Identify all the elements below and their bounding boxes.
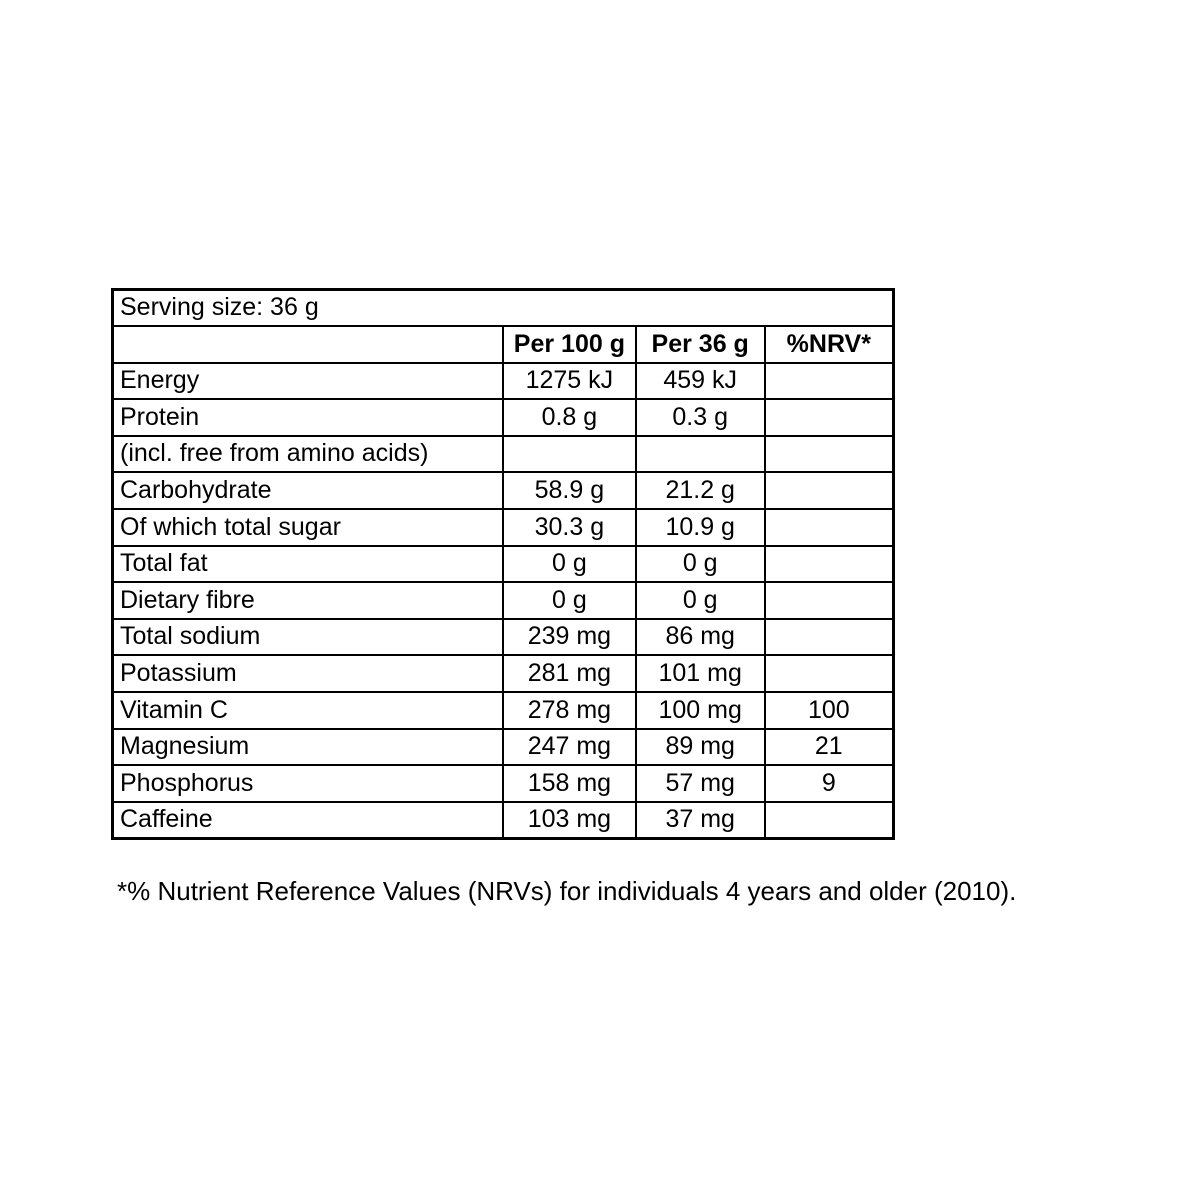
value-nrv [765,802,894,839]
value-per100g: 30.3 g [503,509,636,546]
row-label: (incl. free from amino acids) [113,436,504,473]
column-header-row [113,326,894,363]
value-nrv [765,399,894,436]
table-row-total-sugar [113,509,894,546]
value-per100g: 281 mg [503,655,636,692]
value-per100g: 158 mg [503,765,636,802]
value-per36g: 10.9 g [636,509,765,546]
value-nrv [765,363,894,400]
col-header-per-36g: Per 36 g [636,326,765,363]
value-per100g: 278 mg [503,692,636,729]
value-per100g: 58.9 g [503,472,636,509]
value-per100g [503,436,636,473]
value-per100g: 0.8 g [503,399,636,436]
value-per36g: 100 mg [636,692,765,729]
table-row-amino-acids-note [113,436,894,473]
value-per100g: 1275 kJ [503,363,636,400]
value-per100g: 239 mg [503,619,636,656]
value-per36g: 0 g [636,546,765,583]
row-label: Vitamin C [113,692,504,729]
value-nrv [765,582,894,619]
value-per100g: 103 mg [503,802,636,839]
table-row-potassium [113,655,894,692]
col-header-blank [113,326,504,363]
table-row-total-fat [113,546,894,583]
value-per36g: 101 mg [636,655,765,692]
row-label: Potassium [113,655,504,692]
value-per100g: 0 g [503,546,636,583]
row-label: Caffeine [113,802,504,839]
value-per36g [636,436,765,473]
row-label: Protein [113,399,504,436]
table-row-carbohydrate [113,472,894,509]
value-per36g: 86 mg [636,619,765,656]
value-nrv: 100 [765,692,894,729]
value-per36g: 57 mg [636,765,765,802]
row-label: Total sodium [113,619,504,656]
value-nrv [765,509,894,546]
table-row-caffeine [113,802,894,839]
value-per36g: 21.2 g [636,472,765,509]
table-row-phosphorus [113,765,894,802]
serving-size-text: Serving size: 36 g [113,290,894,327]
row-label: Magnesium [113,729,504,766]
row-label: Energy [113,363,504,400]
table-row-magnesium [113,729,894,766]
col-header-per-100g: Per 100 g [503,326,636,363]
table-row-energy [113,363,894,400]
value-nrv [765,619,894,656]
value-per100g: 247 mg [503,729,636,766]
value-nrv: 21 [765,729,894,766]
table-row-vitamin-c [113,692,894,729]
value-nrv [765,655,894,692]
serving-size-row [113,290,894,327]
value-per36g: 459 kJ [636,363,765,400]
table-row-dietary-fibre [113,582,894,619]
row-label: Of which total sugar [113,509,504,546]
col-header-nrv: %NRV* [765,326,894,363]
row-label: Total fat [113,546,504,583]
table-row-total-sodium [113,619,894,656]
row-label: Carbohydrate [113,472,504,509]
value-nrv [765,436,894,473]
value-per100g: 0 g [503,582,636,619]
value-nrv [765,546,894,583]
row-label: Phosphorus [113,765,504,802]
value-per36g: 0 g [636,582,765,619]
value-per36g: 0.3 g [636,399,765,436]
value-nrv [765,472,894,509]
nutrition-table [111,288,895,840]
nrv-footnote: *% Nutrient Reference Values (NRVs) for individuals 4 years and older (2010). [117,876,1017,906]
value-per36g: 37 mg [636,802,765,839]
value-per36g: 89 mg [636,729,765,766]
value-nrv: 9 [765,765,894,802]
table-row-protein [113,399,894,436]
row-label: Dietary fibre [113,582,504,619]
